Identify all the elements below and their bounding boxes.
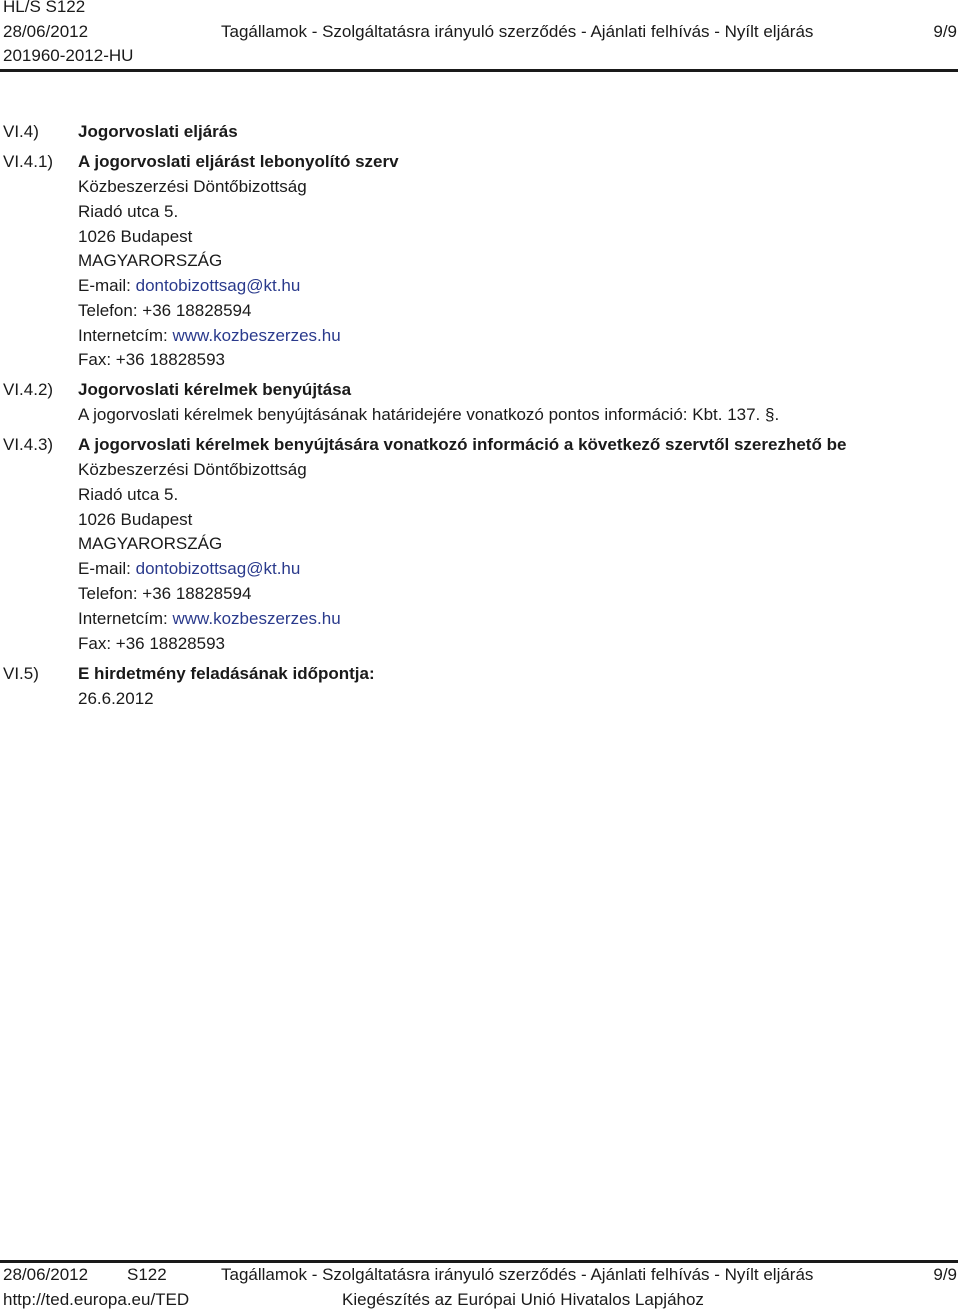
footer-title: Tagállamok - Szolgáltatásra irányuló szerződés - Ajánlati felhívás - Nyílt eljárás: [221, 1265, 814, 1284]
section-number-vi41: VI.4.1): [3, 152, 54, 171]
web-row: [78, 326, 341, 346]
section-title-vi4: Jogorvoslati eljárás: [78, 122, 238, 141]
organisation-name: Közbeszerzési Döntőbizottság: [78, 460, 307, 479]
footer-rule: [0, 1260, 958, 1263]
section-title-vi43: A jogorvoslati kérelmek benyújtására vonatkozó információ a következő szervtől szerezhető be: [78, 435, 847, 454]
web-link[interactable]: www.kozbeszerzes.hu: [172, 609, 341, 628]
street-address: Riadó utca 5.: [78, 202, 179, 221]
footer-code: S122: [127, 1265, 167, 1284]
section-number-vi5: VI.5): [3, 664, 39, 683]
web-link[interactable]: www.kozbeszerzes.hu: [172, 326, 341, 345]
web-label: Internetcím:: [78, 609, 173, 628]
footer-page: 9/9: [933, 1265, 957, 1284]
deadline-info: A jogorvoslati kérelmek benyújtásának határidejére vonatkozó pontos információ: Kbt. 137. §.: [78, 405, 780, 424]
country: MAGYARORSZÁG: [78, 251, 223, 270]
street-address: Riadó utca 5.: [78, 485, 179, 504]
header-doc-id: HL/S S122: [3, 0, 86, 16]
email-link[interactable]: dontobizottsag@kt.hu: [135, 276, 301, 295]
section-number-vi4: VI.4): [3, 122, 39, 141]
phone: Telefon: +36 18828594: [78, 301, 252, 320]
fax: Fax: +36 18828593: [78, 350, 225, 369]
email-row: [78, 559, 300, 579]
footer-date: 28/06/2012: [3, 1265, 89, 1284]
city: 1026 Budapest: [78, 510, 193, 529]
email-label: E-mail:: [78, 276, 136, 295]
section-title-vi42: Jogorvoslati kérelmek benyújtása: [78, 380, 352, 399]
fax: Fax: +36 18828593: [78, 634, 225, 653]
section-title-vi41: A jogorvoslati eljárást lebonyolító szerv: [78, 152, 399, 171]
header-date: 28/06/2012: [3, 22, 89, 41]
email-link[interactable]: dontobizottsag@kt.hu: [135, 559, 301, 578]
phone: Telefon: +36 18828594: [78, 584, 252, 603]
header-ref: 201960-2012-HU: [3, 46, 134, 65]
header-rule: [0, 69, 958, 72]
section-number-vi42: VI.4.2): [3, 380, 54, 399]
city: 1026 Budapest: [78, 227, 193, 246]
header-title: Tagállamok - Szolgáltatásra irányuló szerződés - Ajánlati felhívás - Nyílt eljárás: [221, 22, 814, 41]
footer-url[interactable]: http://ted.europa.eu/TED: [3, 1290, 190, 1309]
footer-supplement: Kiegészítés az Európai Unió Hivatalos Lapjához: [342, 1290, 704, 1309]
email-row: [78, 276, 300, 296]
section-title-vi5: E hirdetmény feladásának időpontja:: [78, 664, 375, 683]
dispatch-date: 26.6.2012: [78, 689, 154, 708]
web-label: Internetcím:: [78, 326, 173, 345]
email-label: E-mail:: [78, 559, 136, 578]
header-page: 9/9: [933, 22, 957, 41]
web-row: [78, 609, 341, 629]
section-number-vi43: VI.4.3): [3, 435, 54, 454]
country: MAGYARORSZÁG: [78, 534, 223, 553]
organisation-name: Közbeszerzési Döntőbizottság: [78, 177, 307, 196]
